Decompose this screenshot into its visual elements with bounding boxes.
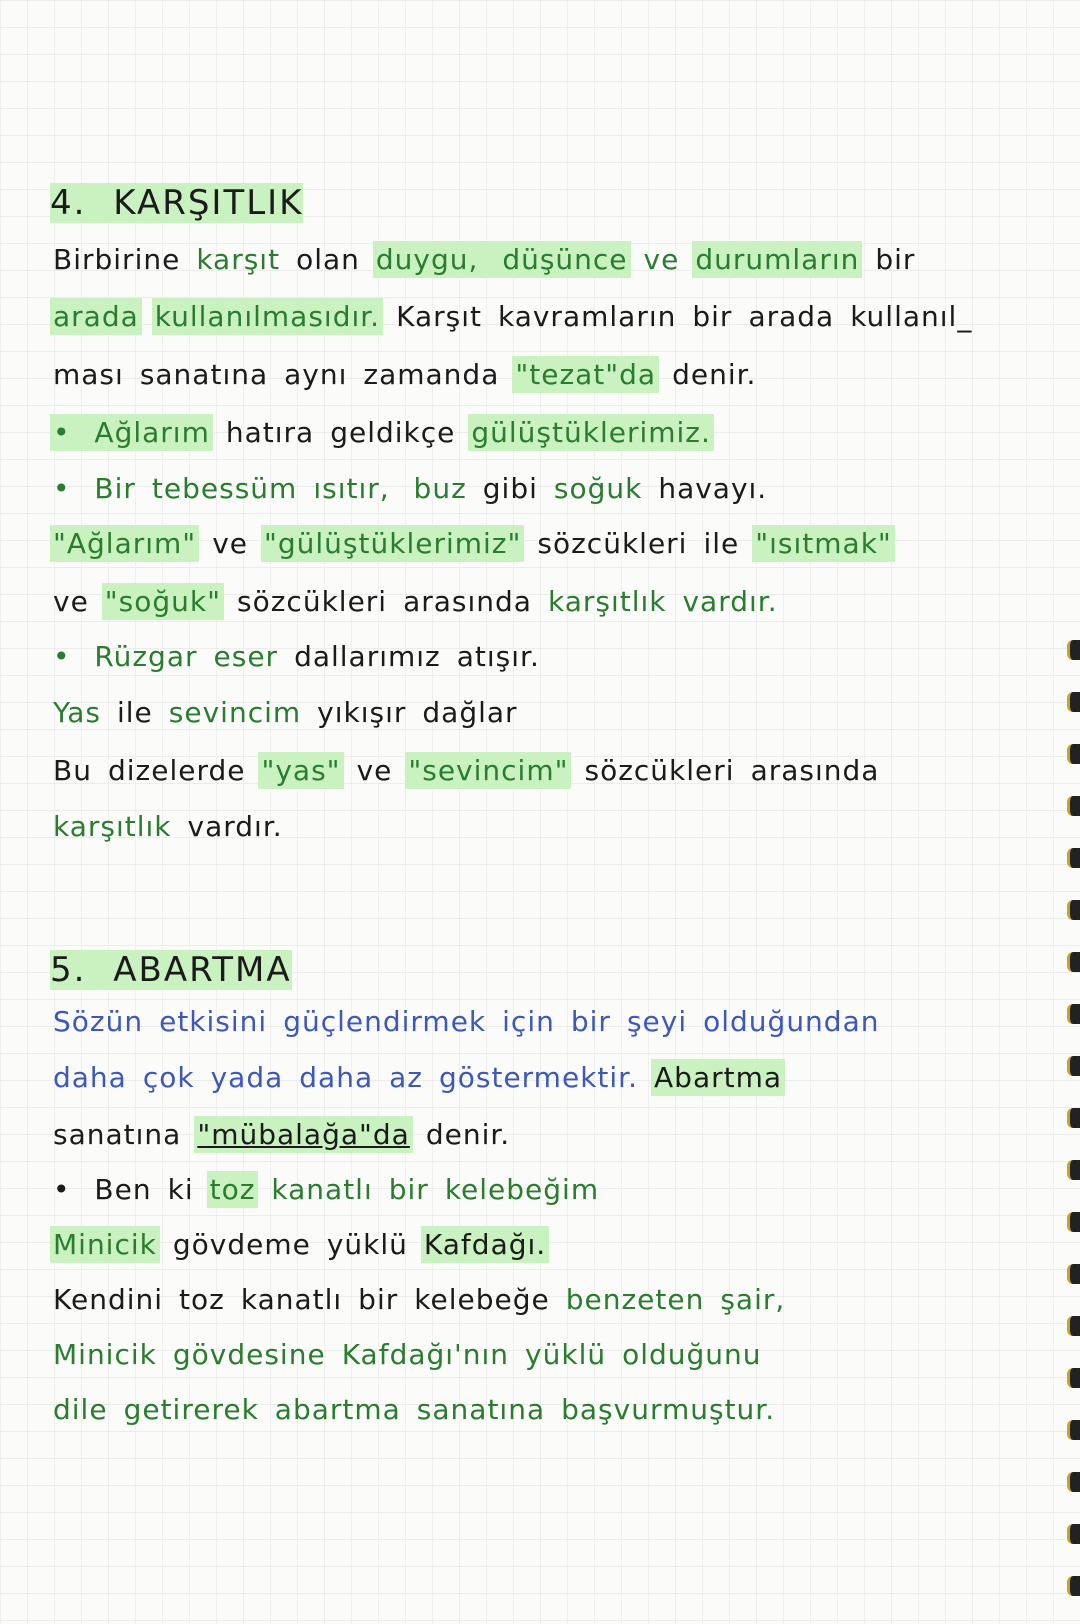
handwritten-word: • Ağlarım	[50, 414, 213, 451]
handwritten-word: gülüştüklerimiz.	[468, 414, 714, 451]
handwritten-word: "soğuk"	[102, 583, 224, 620]
section2-text-line	[50, 1338, 775, 1371]
handwritten-word: karşıtlık	[53, 810, 172, 843]
handwritten-word: ile	[117, 696, 153, 729]
section1-text-line	[50, 640, 553, 673]
spiral-binding-ring	[1067, 1316, 1080, 1336]
handwritten-word: etkisini	[159, 1005, 268, 1038]
handwritten-word: sözcükleri	[584, 754, 735, 787]
handwritten-word: dağlar	[422, 696, 518, 729]
handwritten-word: "yas"	[258, 752, 343, 789]
spiral-binding-ring	[1067, 952, 1080, 972]
handwritten-word: olan	[296, 243, 360, 276]
handwritten-word: az	[389, 1061, 423, 1094]
handwritten-word: "Ağlarım"	[50, 525, 199, 562]
handwritten-word: Abartma	[651, 1059, 785, 1096]
handwritten-word: karşıt	[196, 243, 281, 276]
handwritten-word: bir	[570, 1005, 611, 1038]
handwritten-word: geldikçe	[330, 416, 456, 449]
section2-text-line	[50, 1228, 559, 1261]
handwritten-word: gibi	[482, 472, 538, 505]
section1-text-line	[50, 243, 928, 276]
handwritten-word: ması	[53, 358, 124, 391]
handwritten-word: karşıtlık	[547, 585, 667, 618]
spiral-binding-ring	[1067, 1420, 1080, 1440]
spiral-binding-ring	[1067, 796, 1080, 816]
handwritten-word: şair,	[720, 1283, 786, 1316]
handwritten-word: sözcükleri	[537, 527, 688, 560]
handwritten-word: bir	[692, 300, 733, 333]
section2-text-line	[50, 1393, 788, 1426]
handwritten-word: bir	[875, 243, 916, 276]
handwritten-word: Kafdağı.	[421, 1226, 549, 1263]
spiral-binding-ring	[1067, 900, 1080, 920]
section2-text-line	[50, 1005, 892, 1038]
spiral-binding-ring	[1067, 692, 1080, 712]
spiral-binding-ring	[1067, 1056, 1080, 1076]
handwritten-word: soğuk	[553, 472, 643, 505]
handwritten-word: ile	[703, 527, 740, 560]
handwritten-word: dile	[53, 1393, 108, 1426]
handwritten-word: arada	[748, 300, 835, 333]
handwritten-word: yüklü	[525, 1338, 607, 1371]
handwritten-word: güçlendirmek	[283, 1005, 487, 1038]
handwritten-word: "mübalağa"da	[194, 1116, 413, 1153]
handwritten-word: aynı	[284, 358, 348, 391]
handwritten-word: kelebeğe	[414, 1283, 550, 1316]
handwritten-word: daha	[299, 1061, 374, 1094]
section1-text-line	[50, 585, 791, 618]
spiral-binding-ring	[1067, 744, 1080, 764]
section1-text-line	[50, 754, 892, 787]
handwritten-word: yüklü	[326, 1228, 408, 1261]
handwritten-word: dallarımız	[294, 640, 441, 673]
handwritten-word: Minicik	[50, 1226, 160, 1263]
handwritten-word: Minicik	[53, 1338, 157, 1371]
handwritten-word: ki	[167, 1173, 194, 1206]
handwritten-word: tebessüm	[151, 472, 298, 505]
handwritten-word: ve	[53, 585, 89, 618]
section2-title: 5. ABARTMA	[50, 950, 292, 990]
spiral-binding-ring	[1067, 848, 1080, 868]
handwritten-word: • Bir	[53, 472, 136, 505]
handwritten-word: sanatına	[416, 1393, 546, 1426]
section1-text-line	[50, 472, 780, 505]
handwritten-word: havayı.	[658, 472, 768, 505]
handwritten-word: kullanılmasıdır.	[152, 298, 383, 335]
handwritten-word: Birbirine	[53, 243, 181, 276]
handwritten-word: Bu	[53, 754, 92, 787]
handwritten-word: Karşıt	[396, 300, 482, 333]
handwritten-word: "ısıtmak"	[752, 525, 895, 562]
spiral-binding-ring	[1067, 1472, 1080, 1492]
handwritten-word: toz	[179, 1283, 225, 1316]
handwritten-word: şeyi	[626, 1005, 688, 1038]
handwritten-word: bir	[388, 1173, 429, 1206]
handwritten-word: kanatlı	[271, 1173, 373, 1206]
handwritten-word: gövdesine	[172, 1338, 326, 1371]
handwritten-word: benzeten	[565, 1283, 705, 1316]
handwritten-word: ve	[643, 243, 680, 276]
handwritten-word: sözcükleri	[237, 585, 388, 618]
handwritten-word: başvurmuştur.	[561, 1393, 776, 1426]
handwritten-word: "gülüştüklerimiz"	[261, 525, 524, 562]
spiral-binding-ring	[1067, 1524, 1080, 1544]
handwritten-word: için	[502, 1005, 555, 1038]
section1-title: 4. KARŞITLIK	[50, 183, 304, 223]
spiral-binding-ring	[1067, 1212, 1080, 1232]
spiral-binding-ring	[1067, 1576, 1080, 1596]
section1-text-line	[50, 527, 905, 560]
handwritten-word: eser	[213, 640, 279, 673]
handwritten-word: sanatına	[139, 358, 269, 391]
handwritten-word: "tezat"da	[512, 356, 659, 393]
handwritten-word: dizelerde	[107, 754, 246, 787]
handwritten-word: kelebeğim	[444, 1173, 600, 1206]
handwritten-word: Kendini	[53, 1283, 164, 1316]
spiral-binding-ring	[1067, 1368, 1080, 1388]
handwritten-word: arasında	[750, 754, 880, 787]
section1-text-line	[50, 810, 296, 843]
section2-text-line	[50, 1118, 523, 1151]
section1-text-line	[50, 358, 769, 391]
handwritten-word: kanatlı	[240, 1283, 343, 1316]
section1-text-line	[50, 416, 724, 449]
section2-text-line	[50, 1061, 795, 1094]
handwritten-word: vardır.	[682, 585, 778, 618]
handwritten-word: göstermektir.	[438, 1061, 639, 1094]
spiral-binding-ring	[1067, 640, 1080, 660]
spiral-binding-ring	[1067, 1108, 1080, 1128]
handwritten-word: atışır.	[456, 640, 540, 673]
handwritten-word: arada	[50, 298, 142, 335]
handwritten-word: sevincim	[168, 696, 302, 729]
handwritten-word: gövdeme	[172, 1228, 311, 1261]
handwritten-word: arasında	[403, 585, 532, 618]
handwritten-word: yada	[210, 1061, 284, 1094]
handwritten-word: durumların	[692, 241, 862, 278]
handwritten-word: ve	[212, 527, 248, 560]
handwritten-word: kavramların	[497, 300, 677, 333]
handwritten-word: duygu, düşünce	[373, 241, 631, 278]
handwritten-word: toz	[207, 1171, 259, 1208]
spiral-binding-ring	[1067, 1004, 1080, 1024]
handwritten-word: olduğunu	[622, 1338, 762, 1371]
handwritten-word: "sevincim"	[405, 752, 571, 789]
handwritten-word: Sözün	[53, 1005, 144, 1038]
handwritten-word: Kafdağı'nın	[341, 1338, 510, 1371]
handwritten-word: yıkışır	[317, 696, 407, 729]
handwritten-word: daha	[53, 1061, 127, 1094]
handwritten-word: zamanda	[363, 358, 500, 391]
spiral-binding-ring	[1067, 1160, 1080, 1180]
handwritten-word: sanatına	[53, 1118, 182, 1151]
section2-text-line	[50, 1173, 612, 1206]
section1-text-line	[50, 300, 985, 333]
handwritten-word: getirerek	[123, 1393, 259, 1426]
handwritten-word: olduğundan	[703, 1005, 880, 1038]
handwritten-word: hatıra	[225, 416, 315, 449]
spiral-binding-ring	[1067, 1264, 1080, 1284]
handwritten-word: denir.	[672, 358, 757, 391]
handwritten-word: çok	[142, 1061, 195, 1094]
handwritten-word: vardır.	[187, 810, 283, 843]
handwritten-word: bir	[358, 1283, 399, 1316]
handwritten-word: • Rüzgar	[53, 640, 198, 673]
section1-text-line	[50, 696, 531, 729]
handwritten-word: Yas	[53, 696, 101, 729]
handwritten-word: abartma	[274, 1393, 401, 1426]
section2-text-line	[50, 1283, 798, 1316]
handwritten-word: ısıtır, buz	[313, 472, 467, 505]
handwritten-word: kullanıl_	[850, 300, 973, 333]
handwritten-word: denir.	[425, 1118, 511, 1151]
handwritten-word: ve	[356, 754, 393, 787]
handwritten-word: • Ben	[53, 1173, 152, 1206]
